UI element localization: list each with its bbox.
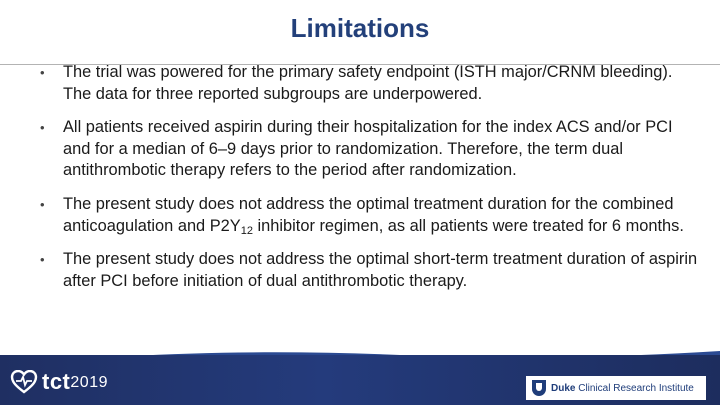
bullet-subscript: 12 xyxy=(240,224,253,237)
bullet-text: All patients received aspirin during their hospitalization for the index ACS and/or PCI and for a median of 6–9 days prior to randomization. Therefore, the term dual antithrombotic therapy refers to the period after randomization. xyxy=(63,118,673,180)
bullet-list xyxy=(38,62,698,304)
title-bar xyxy=(0,0,720,65)
bullet-dot-icon: • xyxy=(40,196,45,212)
tct-wordmark: tct2019 xyxy=(42,369,108,394)
bullet-text-pre: The present study does not address the optimal treatment duration for the combined anticoagulation and P2Y xyxy=(63,194,674,235)
bullet-item xyxy=(38,194,698,237)
bullet-dot-icon: • xyxy=(40,120,45,136)
bullet-item xyxy=(38,117,698,182)
tct-logo xyxy=(10,367,108,397)
bullet-text: The present study does not address the optimal short-term treatment duration of aspirin after PCI before initiation of dual antithrombotic therapy. xyxy=(63,250,698,290)
bullet-item xyxy=(38,62,698,105)
heart-icon xyxy=(10,370,38,394)
bullet-text-post: inhibitor regimen, as all patients were treated for 6 months. xyxy=(252,216,684,235)
bullet-dot-icon: • xyxy=(40,65,45,80)
slide-title: Limitations xyxy=(290,13,430,43)
duke-shield-icon xyxy=(532,380,546,396)
dcri-text: Duke Clinical Research Institute xyxy=(551,382,694,394)
bullet-dot-icon: • xyxy=(40,252,45,268)
bullet-text: The trial was powered for the primary safety endpoint (ISTH major/CRNM bleeding). The data for three reported subgroups are underpowered. xyxy=(63,63,673,103)
dcri-logo xyxy=(526,376,706,400)
bullet-item xyxy=(38,249,698,292)
